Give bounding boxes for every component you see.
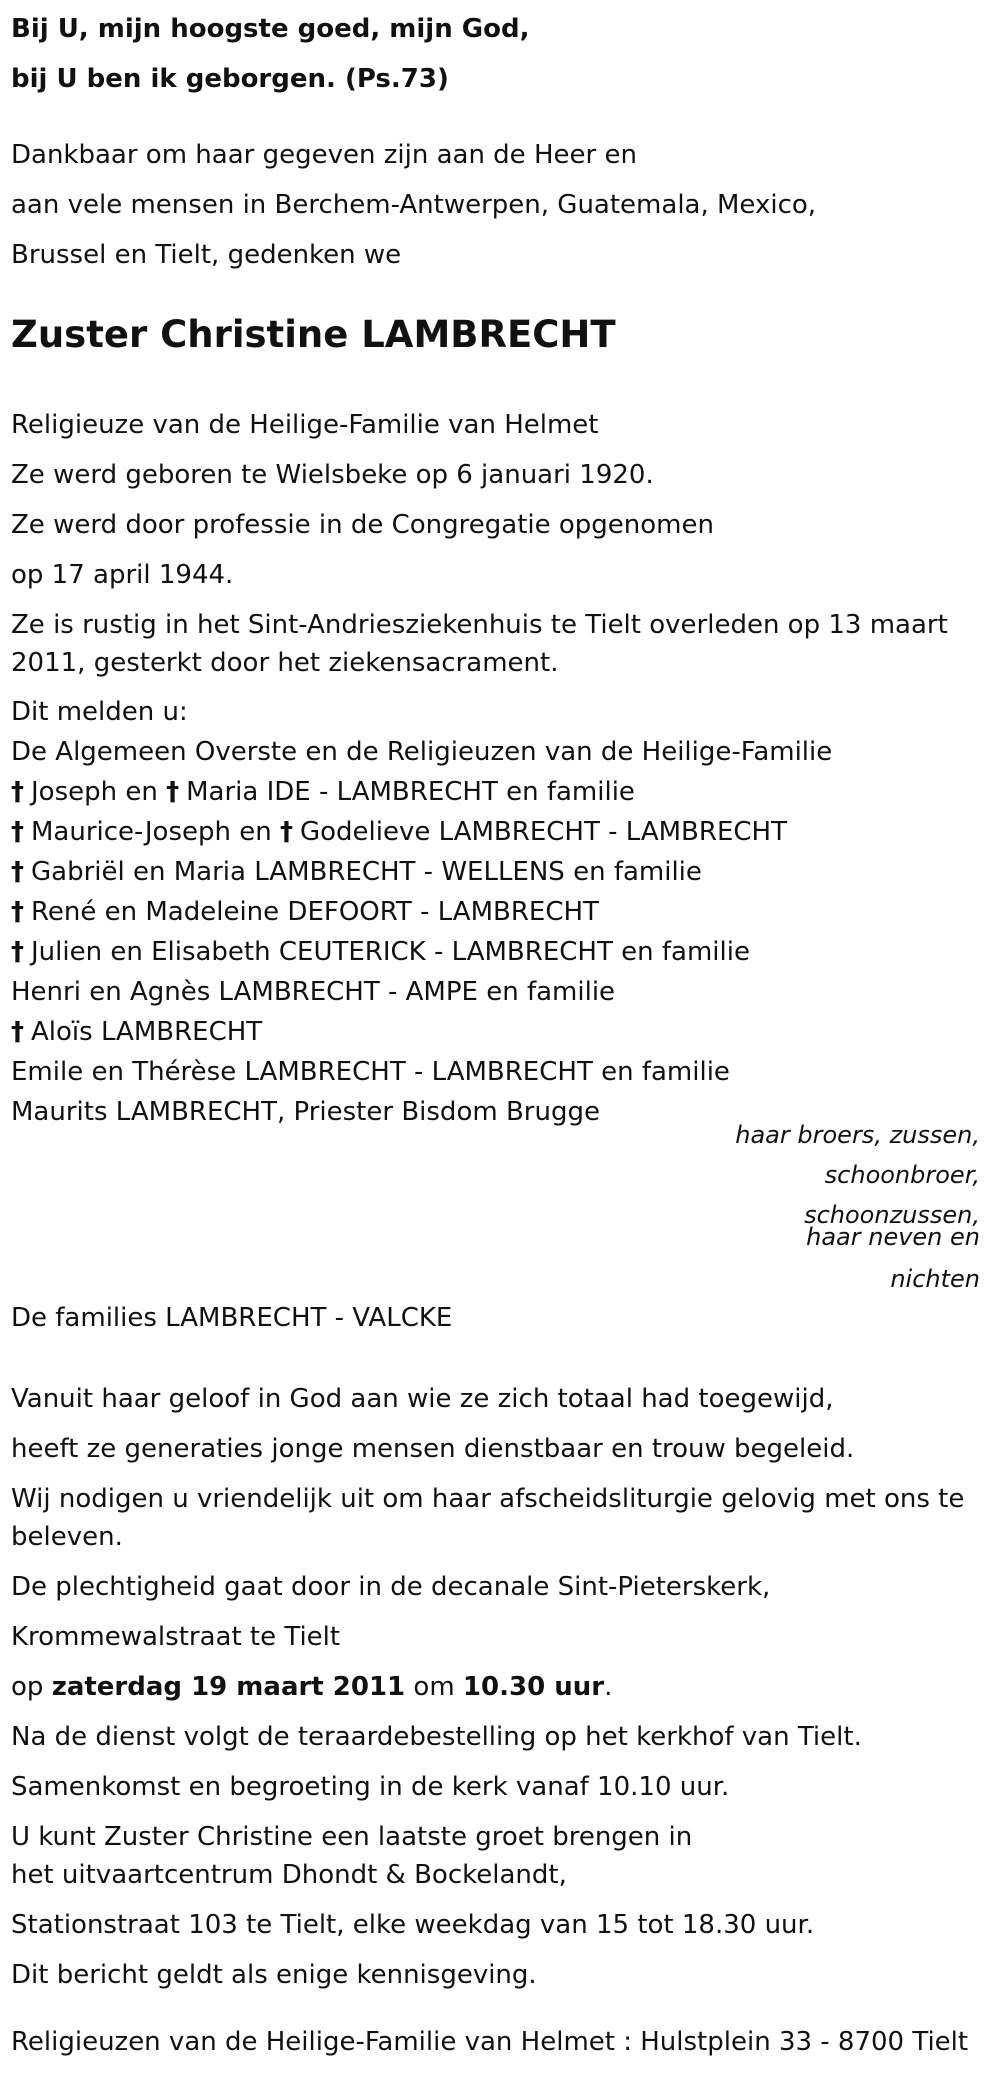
service-time: 10.30 uur xyxy=(462,1672,605,1702)
family-line-10: Maurits LAMBRECHT, Priester Bisdom Brugge xyxy=(11,1097,600,1127)
family-line-1: De Algemeen Overste en de Religieuzen van de Heilige-Familie xyxy=(11,737,833,767)
service-line-6-post: . xyxy=(604,1672,613,1702)
relation-line-2: schoonbroer, xyxy=(824,1161,980,1189)
biography xyxy=(11,400,991,682)
family-line-9: Emile en Thérèse LAMBRECHT - LAMBRECHT en familie xyxy=(11,1057,730,1087)
service-line-1: Vanuit haar geloof in God aan wie ze zich totaal had toegewijd, xyxy=(11,1384,834,1414)
service-line-5: Krommewalstraat te Tielt xyxy=(11,1622,341,1652)
cross-icon: † xyxy=(11,817,24,847)
bible-quote xyxy=(11,4,529,104)
service-line-3: Wij nodigen u vriendelijk uit om haar afscheidsliturgie gelovig met ons te beleven. xyxy=(11,1484,965,1552)
families-extra: De families LAMBRECHT - VALCKE xyxy=(11,1303,453,1333)
service-line-7: Na de dienst volgt de teraardebestelling op het kerkhof van Tielt. xyxy=(11,1722,862,1752)
relation-line-3: schoonzussen, xyxy=(804,1201,980,1229)
intro-line-3: Brussel en Tielt, gedenken we xyxy=(11,240,402,270)
service-line-11: Dit bericht geldt als enige kennisgeving. xyxy=(11,1960,537,1990)
footer-address: Religieuzen van de Heilige-Familie van Helmet : Hulstplein 33 - 8700 Tielt xyxy=(11,2027,969,2057)
quote-line-2: bij U ben ik geborgen. (Ps.73) xyxy=(11,64,449,94)
quote-line-1: Bij U, mijn hoogste goed, mijn God, xyxy=(11,14,530,44)
bio-born: Ze werd geboren te Wielsbeke op 6 januari 1920. xyxy=(11,460,654,490)
cross-icon: † xyxy=(11,857,24,887)
family-line-7: Henri en Agnès LAMBRECHT - AMPE en familie xyxy=(11,977,616,1007)
service-line-10: Stationstraat 103 te Tielt, elke weekdag van 15 tot 18.30 uur. xyxy=(11,1910,815,1940)
family-line-3 xyxy=(11,812,832,852)
family-line-3-b: Godelieve LAMBRECHT - LAMBRECHT xyxy=(299,817,787,847)
family-line-5 xyxy=(11,892,832,932)
service-line-2: heeft ze generaties jonge mensen dienstbaar en trouw begeleid. xyxy=(11,1434,855,1464)
service-date: zaterdag 19 maart 2011 xyxy=(51,1672,406,1702)
cross-icon: † xyxy=(166,777,180,807)
family-list xyxy=(11,692,832,1132)
cross-icon: † xyxy=(11,777,24,807)
cross-icon: † xyxy=(11,937,24,967)
family-line-2 xyxy=(11,772,832,812)
bio-profession-1: Ze werd door professie in de Congregatie opgenomen xyxy=(11,510,714,540)
service-line-4: De plechtigheid gaat door in de decanale Sint-Pieterskerk, xyxy=(11,1572,771,1602)
bio-congregation: Religieuze van de Heilige-Familie van Helmet xyxy=(11,410,599,440)
intro-line-1: Dankbaar om haar gegeven zijn aan de Heer en xyxy=(11,140,637,170)
family-line-6-text: Julien en Elisabeth CEUTERICK - LAMBRECHT en familie xyxy=(31,937,750,967)
family-line-6 xyxy=(11,932,832,972)
service-line-6-pre: op xyxy=(11,1672,52,1702)
service-line-8: Samenkomst en begroeting in de kerk vanaf 10.10 uur. xyxy=(11,1772,730,1802)
service-line-9: U kunt Zuster Christine een laatste groet brengen in het uitvaartcentrum Dhondt & Bockelandt, xyxy=(11,1822,693,1890)
family-line-8 xyxy=(11,1012,832,1052)
family-line-2-a: Joseph en xyxy=(31,777,167,807)
bio-death: Ze is rustig in het Sint-Andriesziekenhuis te Tielt overleden op 13 maart 2011, gesterkt door het ziekensacrament. xyxy=(11,610,948,678)
intro-line-2: aan vele mensen in Berchem-Antwerpen, Guatemala, Mexico, xyxy=(11,190,817,220)
intro-text xyxy=(11,130,816,280)
relation-line-5: nichten xyxy=(890,1265,980,1293)
service-line-6 xyxy=(11,1662,991,1712)
family-line-2-b: Maria IDE - LAMBRECHT en familie xyxy=(186,777,635,807)
cross-icon: † xyxy=(11,897,24,927)
service-details xyxy=(11,1374,991,2000)
bio-profession-2: op 17 april 1944. xyxy=(11,560,234,590)
service-line-6-mid: om xyxy=(405,1672,463,1702)
family-line-4 xyxy=(11,852,832,892)
family-line-5-text: René en Madeleine DEFOORT - LAMBRECHT xyxy=(31,897,599,927)
announce-text: Dit melden u: xyxy=(11,697,188,727)
deceased-name: Zuster Christine LAMBRECHT xyxy=(11,313,616,356)
relation-line-4: haar neven en xyxy=(806,1223,980,1251)
cross-icon: † xyxy=(279,817,293,847)
family-line-4-text: Gabriël en Maria LAMBRECHT - WELLENS en familie xyxy=(31,857,702,887)
family-line-8-text: Aloïs LAMBRECHT xyxy=(31,1017,263,1047)
relation-line-1: haar broers, zussen, xyxy=(735,1121,980,1149)
family-line-3-a: Maurice-Joseph en xyxy=(31,817,280,847)
cross-icon: † xyxy=(11,1017,24,1047)
